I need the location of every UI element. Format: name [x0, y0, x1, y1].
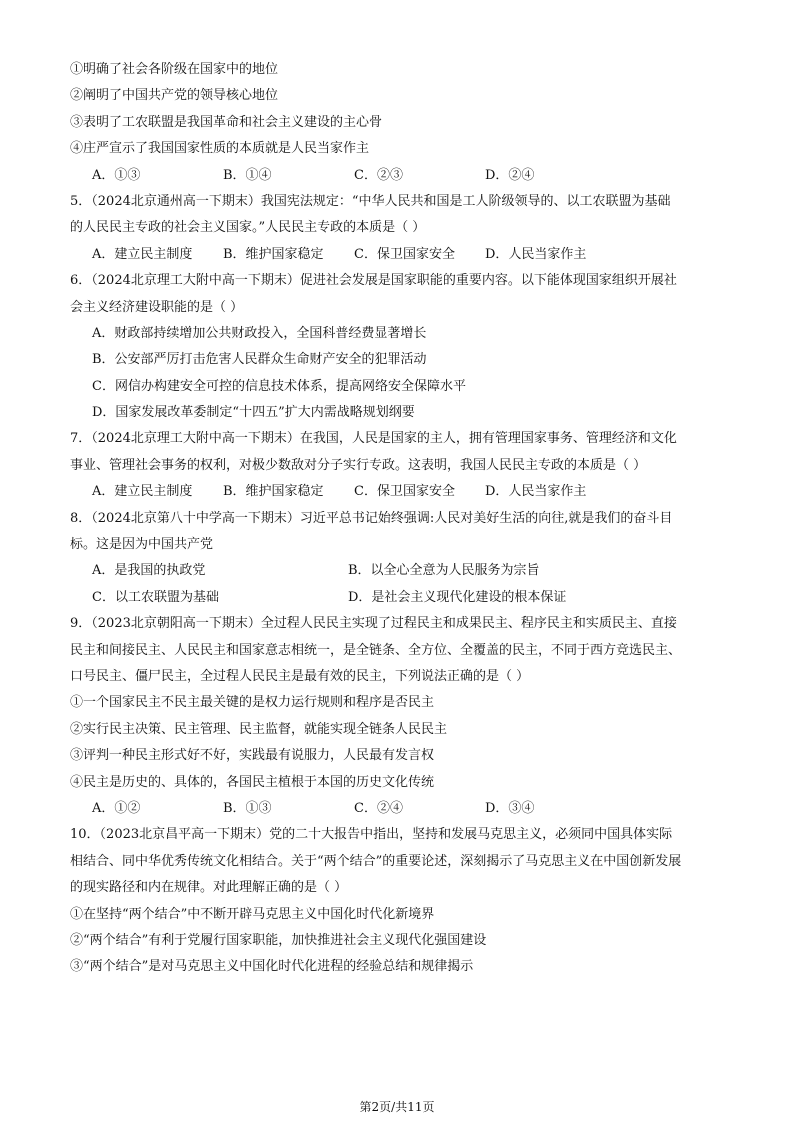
q10-statement-2: ②“两个结合”有利于党履行国家职能，加快推进社会主义现代化强国建设 — [70, 932, 487, 948]
page-number-footer: 第2页/共11页 — [359, 1100, 435, 1114]
q8-option-a: A．是我国的执政党 — [92, 563, 206, 579]
q10-statement-1: ①在坚持“两个结合”中不断开辟马克思主义中国化时代化新境界 — [70, 906, 435, 922]
q7-options — [70, 479, 730, 505]
q9-option-d: D．③④ — [485, 800, 535, 816]
page-content — [70, 57, 730, 981]
q4-option-b: B．①④ — [223, 167, 272, 183]
q9-stem-line-3: 口号民主、僵尸民主，全过程人民民主是最有效的民主，下列说法正确的是（ ） — [70, 668, 530, 684]
q8-options-row-1 — [70, 558, 730, 584]
q4-option-a: A．①③ — [92, 167, 141, 183]
q9-statement-3: ③评判一种民主形式好不好，实践最有说服力，人民最有发言权 — [70, 748, 435, 764]
q8-options-row-2 — [70, 585, 730, 611]
q5-option-b: B．维护国家稳定 — [223, 246, 324, 262]
q5-option-d: D．人民当家作主 — [485, 246, 587, 262]
q6-option-a: A．财政部持续增加公共财政投入，全国科普经费显著增长 — [92, 325, 427, 341]
q7-stem-line-2: 事业、管理社会事务的权利，对极少数敌对分子实行专政。这表明，我国人民民主专政的本质是（ ） — [70, 457, 647, 473]
q6-option-c: C．网信办构建安全可控的信息技术体系，提高网络安全保障水平 — [92, 378, 466, 394]
q4-statement-3: ③表明了工农联盟是我国革命和社会主义建设的主心骨 — [70, 114, 383, 130]
q10-stem-line-2: 相结合、同中华优秀传统文化相结合。关于“两个结合”的重要论述，深刻揭示了马克思主义在中国创新发展 — [70, 853, 682, 869]
q9-option-c: C．②④ — [354, 800, 403, 816]
q7-option-d: D．人民当家作主 — [485, 484, 587, 500]
q7-option-b: B．维护国家稳定 — [223, 484, 324, 500]
q7-stem-line-1: 7．（2024北京理工大附中高一下期末）在我国，人民是国家的主人，拥有管理国家事务、管理经济和文化 — [70, 431, 677, 447]
q8-stem-line-2: 标。这是因为中国共产党 — [70, 537, 214, 553]
q6-option-d: D．国家发展改革委制定“十四五”扩大内需战略规划纲要 — [92, 405, 415, 421]
q5-stem-line-2: 的人民民主专政的社会主义国家。”人民民主专政的本质是（ ） — [70, 220, 426, 236]
q9-option-a: A．①② — [92, 800, 141, 816]
q4-option-c: C．②③ — [354, 167, 403, 183]
q9-statement-1: ①一个国家民主不民主最关键的是权力运行规则和程序是否民主 — [70, 695, 435, 711]
q9-statement-2: ②实行民主决策、民主管理、民主监督，就能实现全链条人民民主 — [70, 721, 448, 737]
q6-option-b: B．公安部严厉打击危害人民群众生命财产安全的犯罪活动 — [92, 352, 427, 368]
q8-stem-line-1: 8．（2024北京第八十中学高一下期末）习近平总书记始终强调:人民对美好生活的向往,就是我们的奋斗目 — [70, 510, 673, 526]
q9-stem-line-1: 9．（2023北京朝阳高一下期末）全过程人民民主实现了过程民主和成果民主、程序民主和实质民主、直接 — [70, 616, 677, 632]
q4-option-d: D．②④ — [485, 167, 535, 183]
q4-statement-4: ④庄严宣示了我国国家性质的本质就是人民当家作主 — [70, 141, 370, 157]
q7-option-c: C．保卫国家安全 — [354, 484, 455, 500]
q9-option-b: B．①③ — [223, 800, 272, 816]
q4-options — [70, 163, 730, 189]
q7-option-a: A．建立民主制度 — [92, 484, 193, 500]
q5-option-c: C．保卫国家安全 — [354, 246, 455, 262]
q4-statement-1: ①明确了社会各阶级在国家中的地位 — [70, 62, 279, 77]
q5-option-a: A．建立民主制度 — [92, 246, 193, 262]
q8-option-d: D．是社会主义现代化建设的根本保证 — [348, 589, 567, 605]
q10-statement-3: ③“两个结合”是对马克思主义中国化时代化进程的经验总结和规律揭示 — [70, 959, 474, 975]
q9-options — [70, 796, 730, 822]
q8-option-b: B．以全心全意为人民服务为宗旨 — [348, 563, 540, 579]
q4-statement-2: ②阐明了中国共产党的领导核心地位 — [70, 88, 279, 104]
q10-stem-line-3: 的现实路径和内在规律。对此理解正确的是（ ） — [70, 880, 348, 896]
q6-stem-line-1: 6．（2024北京理工大附中高一下期末）促进社会发展是国家职能的重要内容。以下能体现国家组织开展社 — [70, 273, 677, 289]
q5-options — [70, 242, 730, 268]
q8-option-c: C．以工农联盟为基础 — [92, 589, 219, 605]
q5-stem-line-1: 5．（2024北京通州高一下期末）我国宪法规定：“中华人民共和国是工人阶级领导的、以工农联盟为基础 — [70, 193, 671, 209]
q9-statement-4: ④民主是历史的、具体的，各国民主植根于本国的历史文化传统 — [70, 774, 435, 790]
q10-stem-line-1: 10．（2023北京昌平高一下期末）党的二十大报告中指出，坚持和发展马克思主义，必须同中国具体实际 — [70, 827, 673, 843]
q9-stem-line-2: 民主和间接民主、人民民主和国家意志相统一，是全链条、全方位、全覆盖的民主，不同于西方竞选民主、 — [70, 642, 682, 658]
q6-stem-line-2: 会主义经济建设职能的是（ ） — [70, 299, 244, 315]
